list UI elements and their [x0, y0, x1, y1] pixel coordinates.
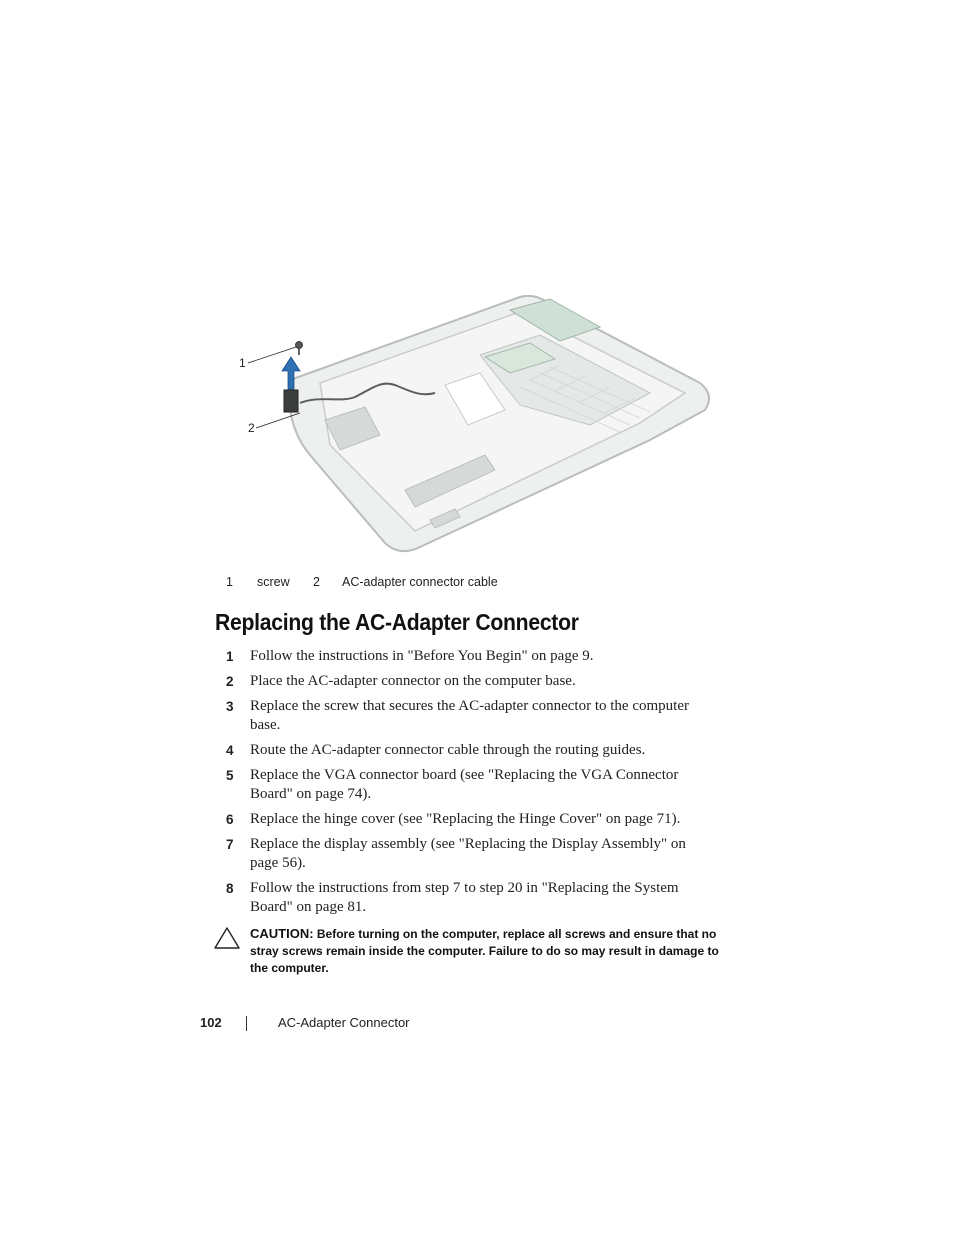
step-text: Follow the instructions in "Before You Begin" on page 9. — [250, 648, 594, 664]
step-text: Follow the instructions from step 7 to step 20 in "Replacing the System Board" on page 81. — [250, 880, 679, 915]
legend-number-2: 2 — [313, 575, 320, 589]
page-number: 102 — [200, 1015, 222, 1030]
step-number: 5 — [226, 768, 234, 783]
computer-base-illustration — [230, 285, 720, 565]
step-number: 4 — [226, 743, 234, 758]
callout-2: 2 — [248, 421, 255, 435]
caution-label: CAUTION: — [250, 926, 314, 941]
step-item — [226, 741, 716, 760]
step-item — [226, 810, 716, 829]
step-number: 2 — [226, 674, 234, 689]
step-text: Route the AC-adapter connector cable through the routing guides. — [250, 742, 646, 758]
legend-label-1: screw — [257, 575, 290, 589]
caution-body: Before turning on the computer, replace all screws and ensure that no stray screws remain inside the computer. Failure to do so may result in damage to the computer. — [250, 927, 719, 975]
step-text: Replace the display assembly (see "Replacing the Display Assembly" on page 56). — [250, 836, 686, 871]
step-item — [226, 766, 716, 804]
ac-connector — [284, 390, 298, 412]
screw-icon — [296, 342, 303, 356]
step-item — [226, 672, 716, 691]
section-heading: Replacing the AC-Adapter Connector — [215, 609, 579, 635]
step-text: Replace the VGA connector board (see "Replacing the VGA Connector Board" on page 74). — [250, 767, 679, 802]
step-item — [226, 697, 716, 735]
step-number: 3 — [226, 699, 234, 714]
footer-section-title: AC-Adapter Connector — [278, 1015, 410, 1030]
caution-text — [250, 925, 719, 977]
step-text: Replace the screw that secures the AC-adapter connector to the computer base. — [250, 698, 689, 733]
step-text: Place the AC-adapter connector on the computer base. — [250, 673, 576, 689]
legend-number-1: 1 — [226, 575, 233, 589]
caution-triangle-icon — [214, 927, 240, 949]
step-item — [226, 835, 716, 873]
step-item — [226, 879, 716, 917]
legend-label-2: AC-adapter connector cable — [342, 575, 498, 589]
step-item — [226, 647, 716, 666]
footer-divider — [246, 1016, 247, 1031]
step-number: 7 — [226, 837, 234, 852]
step-number: 1 — [226, 649, 234, 664]
step-text: Replace the hinge cover (see "Replacing the Hinge Cover" on page 71). — [250, 811, 681, 827]
caution-notice — [214, 925, 719, 977]
step-number: 8 — [226, 881, 234, 896]
step-number: 6 — [226, 812, 234, 827]
procedure-steps — [226, 647, 716, 923]
callout-1: 1 — [239, 356, 246, 370]
computer-base-drawing — [230, 285, 720, 565]
